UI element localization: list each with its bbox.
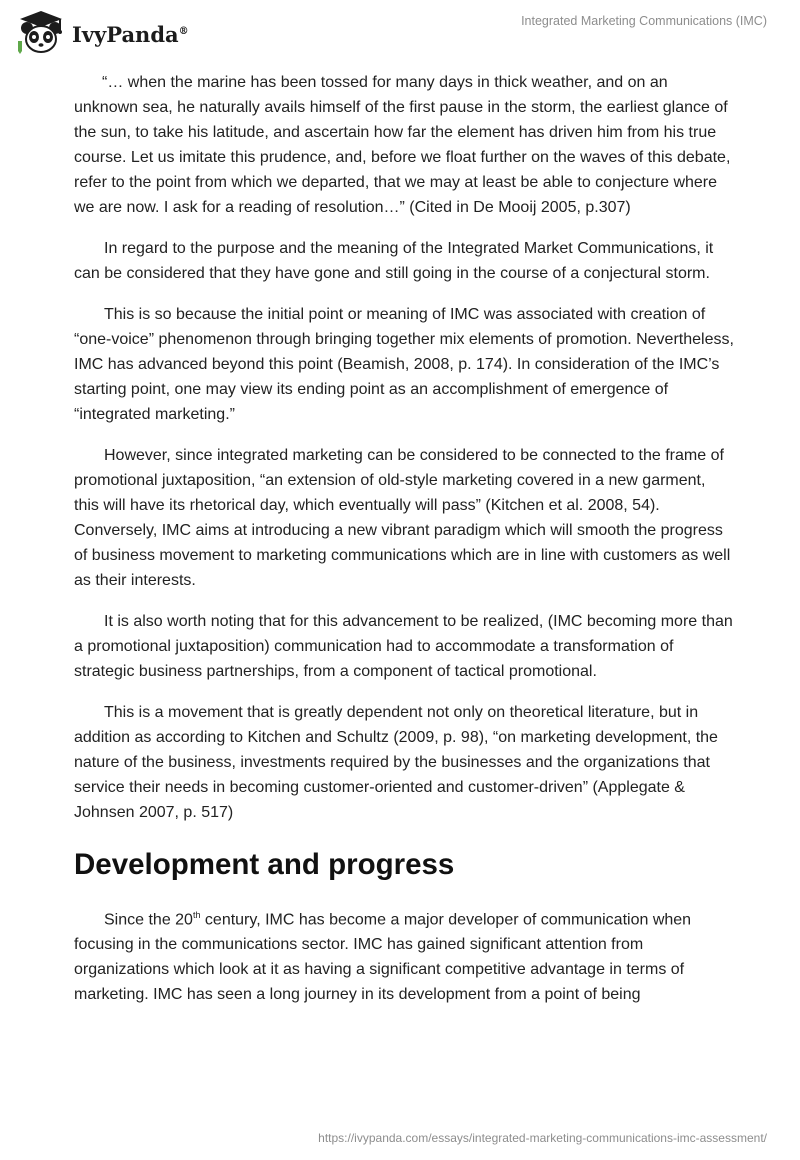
body-paragraph: This is a movement that is greatly dependent not only on theoretical literature, but in addition as according to Kitchen and Schultz (2009, p. 98), “on marketing development, the nature of the business, investments required by the businesses and the organizations that service their needs in becoming customer-oriented and customer-driven” (Applegate & Johnsen 2007, p. 517) <box>74 704 718 821</box>
panda-graduate-icon <box>16 9 66 55</box>
body-paragraph: It is also worth noting that for this advancement to be realized, (IMC becoming more than a promotional juxtaposition) communication had to accommodate a transformation of strategic business partnerships, from a component of tactical promotional. <box>74 613 733 680</box>
essay-content <box>74 70 734 1023</box>
quote-paragraph: “… when the marine has been tossed for many days in thick weather, and on an unknown sea, he naturally avails himself of the first pause in the storm, the earliest glance of the sun, to take his latitude, and ascertain how far the element has driven him from his true course. Let us imitate this prudence, and, before we float further on the waves of this debate, refer to the point from which we departed, that we may at least be able to conjecture where we are now. I ask for a reading of resolution…” (Cited in De Mooij 2005, p.307) <box>74 74 731 216</box>
ivypanda-logo[interactable] <box>16 8 216 56</box>
body-paragraph: However, since integrated marketing can be considered to be connected to the frame of promotional juxtaposition, “an extension of old-style marketing covered in a new garment, this will have its rhetorical day, which eventually will pass” (Kitchen et al. 2008, 54). Conversely, IMC aims at introducing a new vibrant paradigm which will smooth the progress of business movement to marketing communications which are in line with customers as well as their interests. <box>74 447 731 589</box>
brand-name: IvyPanda® <box>72 21 189 47</box>
body-paragraph: This is so because the initial point or meaning of IMC was associated with creation of “one-voice” phenomenon through bringing together mix elements of promotion. Nevertheless, IMC has advanced beyond this point (Beamish, 2008, p. 174). In consideration of the IMC’s starting point, one may view its ending point as an accomplishment of emergence of “integrated marketing.” <box>74 306 734 423</box>
page-header <box>0 0 800 60</box>
source-url[interactable]: https://ivypanda.com/essays/integrated-marketing-communications-imc-assessment/ <box>318 1131 767 1145</box>
section-heading: Development and progress <box>74 848 455 881</box>
section-paragraph: Since the 20th century, IMC has become a major developer of communication when focusing in the communications sector. IMC has gained significant attention from organizations which look at it as having a significant competitive advantage in terms of marketing. IMC has seen a long journey in its development from a point of being <box>74 910 692 1004</box>
body-paragraph: In regard to the purpose and the meaning of the Integrated Market Communications, it can be considered that they have gone and still going in the course of a conjectural storm. <box>74 240 714 282</box>
document-title: Integrated Marketing Communications (IMC) <box>521 14 767 28</box>
